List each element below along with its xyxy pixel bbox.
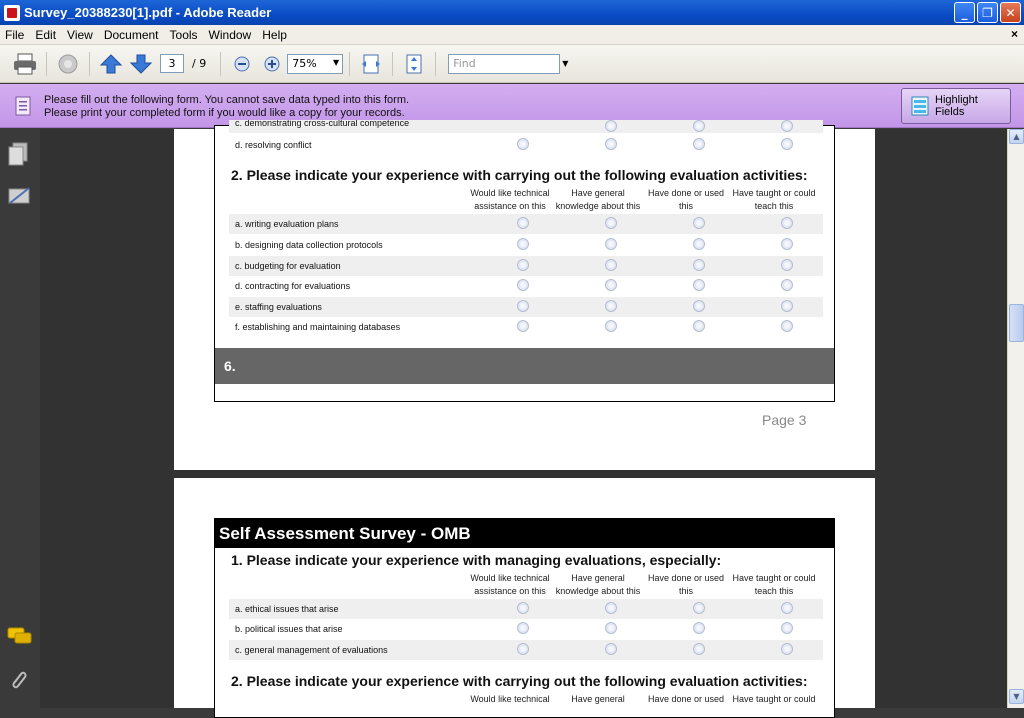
column-header-4: Have taught or could <box>732 694 816 704</box>
radio-button[interactable] <box>517 643 529 655</box>
radio-button[interactable] <box>605 300 617 312</box>
highlight-fields-icon <box>911 96 929 116</box>
radio-button[interactable] <box>781 238 793 250</box>
scroll-up-button[interactable]: ▲ <box>1009 129 1024 144</box>
form-section <box>214 120 835 402</box>
signatures-icon[interactable] <box>7 185 33 211</box>
collaborate-icon[interactable] <box>55 51 81 77</box>
notice-line-2: Please print your completed form if you would like a copy for your records. <box>44 107 405 119</box>
zoom-out-icon[interactable] <box>229 51 255 77</box>
previous-page-icon[interactable] <box>98 51 124 77</box>
zoom-in-icon[interactable] <box>259 51 285 77</box>
radio-button[interactable] <box>781 279 793 291</box>
radio-button[interactable] <box>781 643 793 655</box>
navigation-panel <box>0 129 40 708</box>
menu-view[interactable]: View <box>67 27 93 42</box>
title-bar <box>0 0 1024 25</box>
radio-button[interactable] <box>693 279 705 291</box>
radio-button[interactable] <box>781 120 793 132</box>
radio-button[interactable] <box>605 259 617 271</box>
radio-button[interactable] <box>517 300 529 312</box>
find-dropdown-icon[interactable]: ▼ <box>562 59 569 68</box>
radio-button[interactable] <box>517 602 529 614</box>
radio-button[interactable] <box>693 138 705 150</box>
table-row: c. demonstrating cross-cultural competence <box>229 120 823 133</box>
radio-button[interactable] <box>781 622 793 634</box>
scroll-thumb[interactable] <box>1009 304 1024 342</box>
highlight-fields-label: Highlight Fields <box>935 94 978 118</box>
column-header-1: Would like technical <box>470 694 550 704</box>
radio-button[interactable] <box>517 138 529 150</box>
radio-button[interactable] <box>517 259 529 271</box>
radio-button[interactable] <box>693 300 705 312</box>
menu-window[interactable]: Window <box>208 27 252 42</box>
next-page-icon[interactable] <box>128 51 154 77</box>
radio-button[interactable] <box>693 217 705 229</box>
radio-button[interactable] <box>605 238 617 250</box>
menu-file[interactable]: File <box>5 27 25 42</box>
table-row: c. budgeting for evaluation <box>229 256 823 276</box>
radio-button[interactable] <box>781 320 793 332</box>
table-row: d. contracting for evaluations <box>229 276 823 296</box>
form-icon <box>15 96 31 116</box>
page-total: / 9 <box>192 57 207 70</box>
radio-button[interactable] <box>781 602 793 614</box>
radio-button[interactable] <box>517 217 529 229</box>
menu-bar <box>0 25 1024 45</box>
table-row: d. resolving conflict <box>229 135 823 155</box>
toolbar <box>0 45 1024 83</box>
minimize-button[interactable]: _ <box>954 2 975 23</box>
radio-button[interactable] <box>517 238 529 250</box>
fit-width-icon[interactable] <box>358 51 384 77</box>
section-header: 6. <box>215 348 834 384</box>
menu-edit[interactable]: Edit <box>35 27 57 42</box>
print-icon[interactable] <box>12 51 38 77</box>
table-row: c. general management of evaluations <box>229 640 823 660</box>
question-1-title: 1. Please indicate your experience with managing evaluations, especially: <box>231 552 722 568</box>
menu-tools[interactable]: Tools <box>169 27 198 42</box>
column-header-2: Have general knowledge about this <box>555 573 641 596</box>
restore-button[interactable]: ❐ <box>977 2 998 23</box>
zoom-value: 75% <box>292 57 317 70</box>
radio-button[interactable] <box>605 217 617 229</box>
notice-line-1: Please fill out the following form. You cannot save data typed into this form. <box>44 94 410 106</box>
table-row: e. staffing evaluations <box>229 297 823 317</box>
fit-page-icon[interactable] <box>401 51 427 77</box>
radio-button[interactable] <box>605 622 617 634</box>
table-row: a. writing evaluation plans <box>229 214 823 234</box>
column-header-2: Have general <box>571 694 625 704</box>
radio-button[interactable] <box>781 138 793 150</box>
form-section <box>214 518 835 718</box>
column-header-3: Have done or used this <box>647 573 725 596</box>
radio-button[interactable] <box>693 602 705 614</box>
scroll-down-button[interactable]: ▼ <box>1009 689 1024 704</box>
column-header-4: Have taught or could teach this <box>732 573 816 596</box>
pdf-page-4 <box>174 478 875 708</box>
zoom-select[interactable] <box>287 54 343 74</box>
radio-button[interactable] <box>693 259 705 271</box>
chevron-down-icon: ▼ <box>333 57 340 67</box>
window-title: Survey_20388230[1].pdf - Adobe Reader <box>24 5 272 20</box>
page-footer: Page 3 <box>762 412 807 428</box>
close-window-button[interactable]: ✕ <box>1000 2 1021 23</box>
column-header-2: Have general knowledge about this <box>555 188 641 211</box>
radio-button[interactable] <box>693 120 705 132</box>
adobe-reader-icon <box>4 5 20 21</box>
radio-button[interactable] <box>605 320 617 332</box>
table-row: a. ethical issues that arise <box>229 599 823 619</box>
radio-button[interactable] <box>693 622 705 634</box>
attachments-icon[interactable] <box>7 667 33 693</box>
radio-button[interactable] <box>605 602 617 614</box>
table-row: b. designing data collection protocols <box>229 235 823 255</box>
radio-button[interactable] <box>781 300 793 312</box>
radio-button[interactable] <box>605 120 617 132</box>
radio-button[interactable] <box>605 643 617 655</box>
radio-button[interactable] <box>517 320 529 332</box>
vertical-scrollbar[interactable] <box>1007 129 1024 708</box>
column-header-1: Would like technical assistance on this <box>470 573 550 596</box>
pdf-page-3 <box>174 120 875 470</box>
radio-button[interactable] <box>693 643 705 655</box>
column-header-1: Would like technical assistance on this <box>470 188 550 211</box>
radio-button[interactable] <box>693 238 705 250</box>
radio-button[interactable] <box>693 320 705 332</box>
question-2-title: 2. Please indicate your experience with carrying out the following evaluation activities: <box>231 167 808 183</box>
radio-button[interactable] <box>781 259 793 271</box>
close-document-button[interactable]: × <box>1010 27 1018 41</box>
pages-icon[interactable] <box>7 141 33 167</box>
column-header-3: Have done or used <box>647 694 725 704</box>
find-input[interactable]: Find <box>448 54 560 74</box>
menu-document[interactable]: Document <box>103 27 159 42</box>
menu-help[interactable]: Help <box>262 27 287 42</box>
column-header-4: Have taught or could teach this <box>732 188 816 211</box>
radio-button[interactable] <box>781 217 793 229</box>
question-2-title: 2. Please indicate your experience with carrying out the following evaluation activities: <box>231 673 808 689</box>
page-number-input[interactable]: 3 <box>160 54 184 73</box>
column-header-3: Have done or used this <box>647 188 725 211</box>
comments-icon[interactable] <box>7 625 33 651</box>
radio-button[interactable] <box>517 622 529 634</box>
survey-header: Self Assessment Survey - OMB <box>215 519 834 548</box>
table-row: f. establishing and maintaining databases <box>229 317 823 337</box>
radio-button[interactable] <box>517 279 529 291</box>
table-row: b. political issues that arise <box>229 619 823 639</box>
highlight-fields-button[interactable] <box>901 88 1011 124</box>
radio-button[interactable] <box>605 279 617 291</box>
radio-button[interactable] <box>605 138 617 150</box>
